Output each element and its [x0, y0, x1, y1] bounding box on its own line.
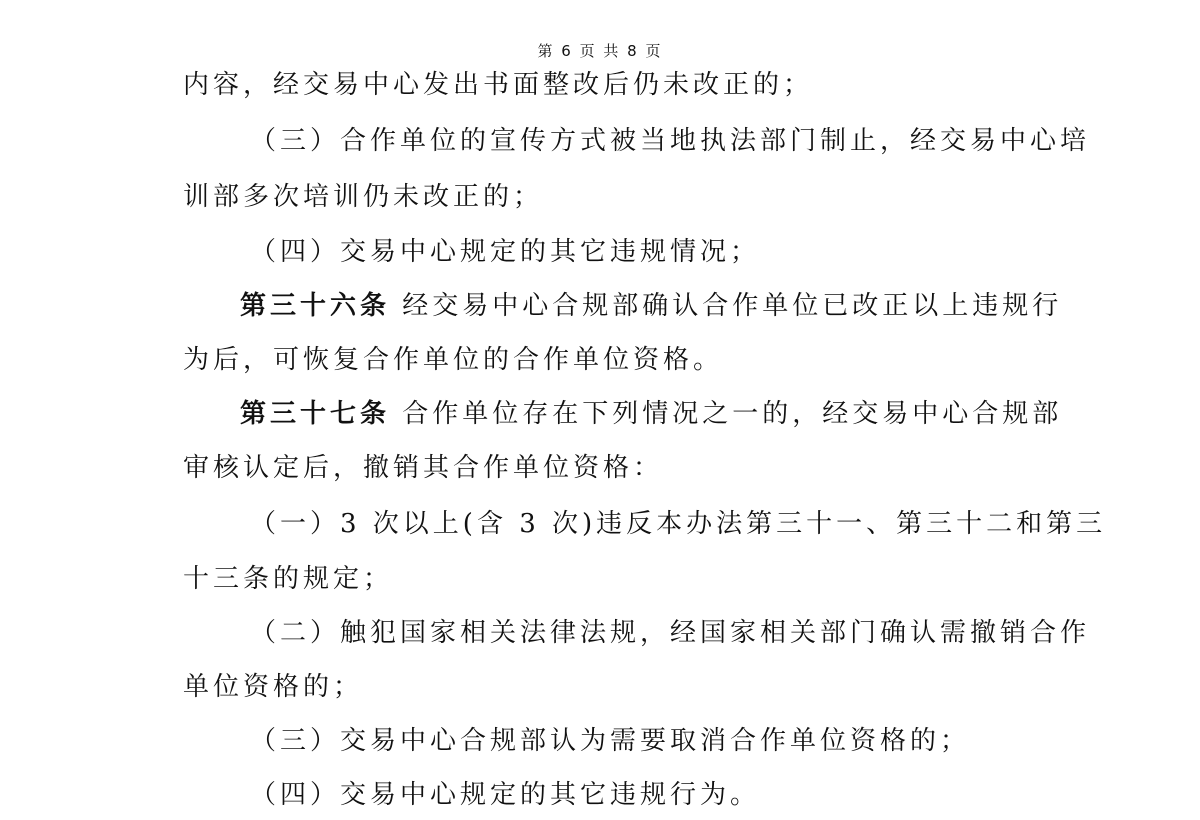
- paragraph-line: 内容，经交易中心发出书面整改后仍未改正的；: [183, 70, 814, 100]
- article-37-text: 合作单位存在下列情况之一的，经交易中心合规部: [402, 399, 1063, 429]
- page-number-header: 第 6 页 共 8 页: [537, 42, 663, 60]
- article-36-text: 经交易中心合规部确认合作单位已改正以上违规行: [402, 291, 1063, 321]
- article-37-title: 第三十七条: [240, 399, 391, 429]
- paragraph-line: 审核认定后，撤销其合作单位资格：: [183, 453, 664, 483]
- list-item-line: （二）触犯国家相关法律法规，经国家相关部门确认需撤销合作: [250, 618, 1091, 648]
- article-37-line: [240, 399, 1062, 429]
- list-item-line: 单位资格的；: [183, 672, 364, 702]
- paragraph-line: 为后，可恢复合作单位的合作单位资格。: [183, 345, 724, 375]
- article-36-line: [240, 291, 1062, 321]
- article-36-title: 第三十六条: [240, 291, 391, 321]
- list-item-line: 十三条的规定；: [183, 564, 394, 594]
- list-item-line: （三）交易中心合规部认为需要取消合作单位资格的；: [250, 726, 971, 756]
- list-item-line: 训部多次培训仍未改正的；: [183, 182, 544, 212]
- list-item-line: （四）交易中心规定的其它违规情况；: [250, 237, 761, 267]
- list-item-line: （三）合作单位的宣传方式被当地执法部门制止，经交易中心培: [250, 126, 1091, 156]
- list-item-line: （四）交易中心规定的其它违规行为。: [250, 780, 761, 810]
- list-item-line: （一）3 次以上(含 3 次)违反本办法第三十一、第三十二和第三: [250, 509, 1107, 539]
